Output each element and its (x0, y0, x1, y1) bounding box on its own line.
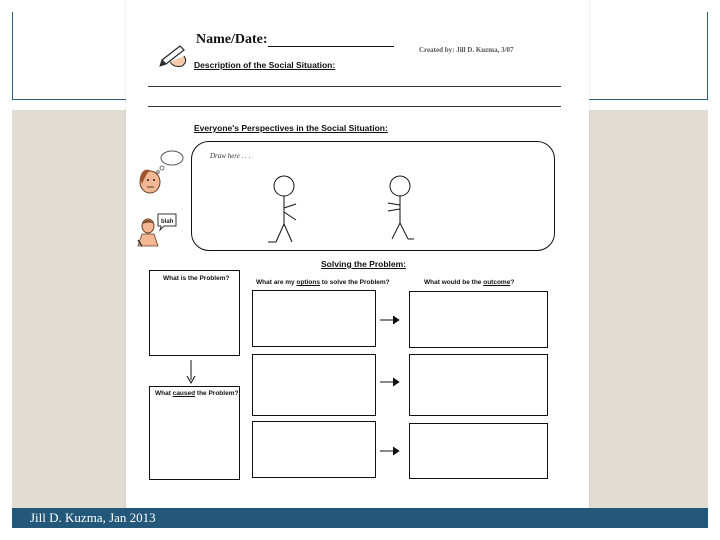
what-is-problem-box[interactable] (149, 270, 240, 356)
arrow-down-icon (186, 360, 196, 384)
worksheet-page (126, 0, 589, 508)
options-label-after: to solve the Problem? (319, 279, 390, 286)
solving-heading: Solving the Problem: (321, 259, 407, 269)
stick-figure-icon (264, 174, 300, 246)
description-heading: Description of the Social Situation: (194, 60, 336, 70)
options-label-before: What are my (256, 279, 297, 286)
what-caused-problem-box[interactable] (149, 386, 240, 480)
outcome-label-emphasis: outcome (483, 279, 511, 286)
name-date-label: Name/Date: (196, 32, 268, 47)
outcome-box-3[interactable] (409, 423, 548, 479)
talking-person-icon (136, 212, 178, 248)
created-by-credit: Created by: Jill D. Kuzma, 3/07 (419, 46, 514, 54)
outcome-label-before: What would be the (424, 279, 484, 286)
arrow-right-icon (380, 315, 400, 325)
description-line-2 (148, 106, 561, 107)
arrow-right-icon (380, 446, 400, 456)
outcome-question-label (424, 279, 514, 286)
option-box-1[interactable] (252, 290, 376, 347)
description-line-1 (148, 86, 561, 87)
option-box-2[interactable] (252, 354, 376, 416)
outcome-label-after: ? (510, 279, 515, 286)
pencil-hand-icon (156, 40, 192, 70)
thinking-face-icon (134, 148, 184, 194)
what-caused-problem-label (155, 390, 238, 397)
stick-figure-icon (384, 175, 420, 243)
draw-here-prompt: Draw here . . . (210, 152, 251, 160)
outcome-box-1[interactable] (409, 291, 548, 348)
svg-text:blah: blah (161, 219, 174, 225)
perspectives-heading: Everyone's Perspectives in the Social Situation: (194, 123, 388, 133)
what-is-problem-label: What is the Problem? (163, 275, 230, 282)
caused-label-emphasis: caused (172, 390, 196, 397)
footer-credit: Jill D. Kuzma, Jan 2013 (30, 510, 156, 525)
outcome-box-2[interactable] (409, 354, 548, 416)
name-date-line (268, 46, 394, 47)
caused-label-before: What (155, 390, 173, 397)
caused-label-after: the Problem? (195, 390, 239, 397)
options-label-emphasis: options (296, 279, 320, 286)
options-question-label (256, 279, 390, 286)
option-box-3[interactable] (252, 421, 376, 478)
arrow-right-icon (380, 377, 400, 387)
